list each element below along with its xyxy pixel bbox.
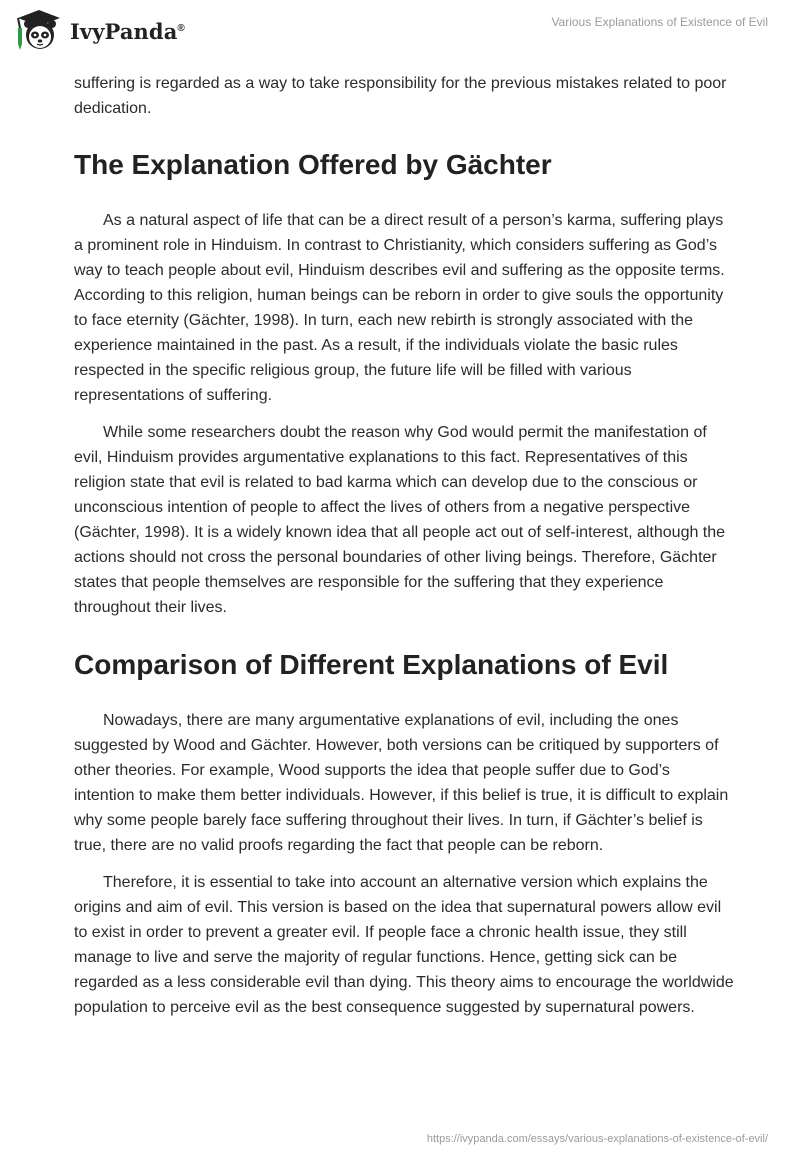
document-title: Various Explanations of Existence of Evil (551, 15, 768, 29)
page-header (0, 0, 800, 64)
paragraph: As a natural aspect of life that can be a direct result of a person’s karma, suffering plays a prominent role in Hinduism. In contrast to Christianity, which considers suffering as God’s way to teach people about evil, Hinduism describes evil and suffering as the opposite terms. According to this religion, human beings can be reborn in order to give souls the opportunity to face eternity (Gächter, 1998). In turn, each new rebirth is strongly associated with the experience maintained in the past. As a result, if the individuals violate the basic rules respected in the specific religious group, the future life will be filled with various representations of suffering. (74, 212, 725, 404)
paragraph: Nowadays, there are many argumentative explanations of evil, including the ones suggested by Wood and Gächter. However, both versions can be critiqued by supporters of other theories. For example, Wood supports the idea that people suffer due to God’s intention to make them better individuals. However, if this belief is true, it is difficult to explain why some people barely face suffering throughout their lives. In turn, if Gächter’s belief is true, there are no valid proofs regarding the fact that people can be reborn. (74, 712, 729, 854)
section-heading-gachter: The Explanation Offered by Gächter (74, 149, 552, 180)
paragraph: Therefore, it is essential to take into account an alternative version which explains the origins and aim of evil. This version is based on the idea that supernatural powers allow evil to exist in order to prevent a greater evil. If people face a chronic health issue, they still manage to live and serve the majority of regular functions. Hence, getting sick can be regarded as a less considerable evil than dying. This theory aims to encourage the worldwide population to perceive evil as the best consequence suggested by supernatural powers. (74, 874, 734, 1016)
essay-content (74, 71, 734, 1020)
brand-name: IvyPanda® (70, 18, 185, 44)
ivypanda-logo[interactable] (14, 8, 185, 54)
paragraph: While some researchers doubt the reason why God would permit the manifestation of evil, Hinduism provides argumentative explanations to this fact. Representatives of this religion state that evil is related to bad karma which can develop due to the conscious or unconscious intention of people to affect the lives of others from a negative perspective (Gächter, 1998). It is a widely known idea that all people act out of self-interest, although the actions should not cross the personal boundaries of other living beings. Therefore, Gächter states that people themselves are responsible for the suffering that they experience throughout their lives. (74, 424, 726, 616)
section-heading-comparison: Comparison of Different Explanations of Evil (74, 649, 669, 680)
intro-paragraph: suffering is regarded as a way to take responsibility for the previous mistakes related to poor dedication. (74, 75, 727, 117)
footer-source-url[interactable]: https://ivypanda.com/essays/various-explanations-of-existence-of-evil/ (426, 1133, 768, 1145)
panda-graduation-cap-icon (14, 8, 64, 54)
